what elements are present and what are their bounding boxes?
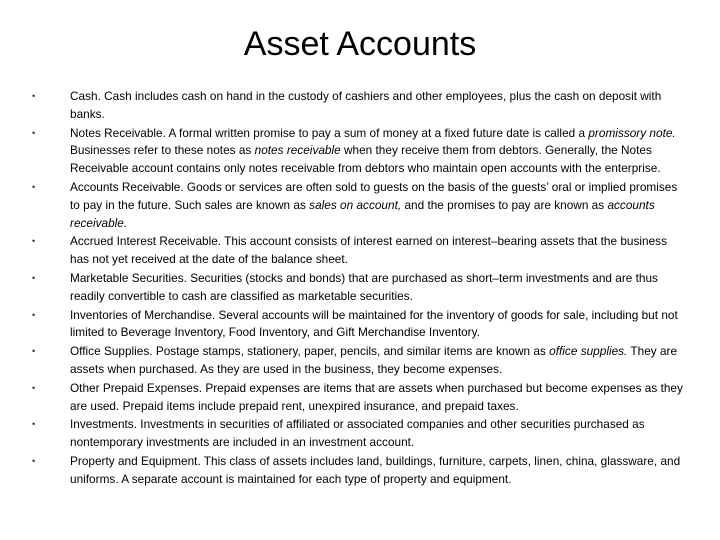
list-item — [32, 179, 688, 232]
item-text: when they receive them from debtors. Generally, the Notes Receivable account contains only notes receivable from debtors who maintain open accounts with the enterprise. — [70, 143, 661, 176]
italic-term: sales on account, — [309, 197, 402, 212]
bullet-icon: • — [32, 181, 36, 192]
bullet-icon: • — [32, 272, 36, 283]
item-text: They are assets when purchased. As they are used in the business, they become expenses. — [70, 344, 678, 376]
bullet-icon: • — [32, 91, 36, 101]
list-item — [32, 233, 688, 269]
item-text: Cash. Cash includes cash on hand in the custody of cashiers and other employees, plus the cash on deposit with banks. — [70, 89, 662, 121]
italic-term: notes receivable — [254, 143, 341, 158]
list-item — [32, 343, 688, 379]
item-text: Accounts Receivable. Goods or services are often sold to guests on the basis of the guests’ oral or implied promises to pay in the future. Such sales are known as — [70, 179, 678, 212]
list-item — [32, 416, 688, 452]
item-text: Notes Receivable. A formal written promise to pay a sum of money at a fixed future date is called a — [70, 125, 589, 140]
item-text: Investments. Investments in securities of affiliated or associated companies and other securities purchased as nontemporary investments are included in an investment account. — [70, 417, 645, 450]
item-text: and the promises to pay are known as — [401, 197, 608, 212]
italic-term: accounts receivable. — [70, 197, 655, 230]
item-text: Marketable Securities. Securities (stocks and bonds) that are purchased as short–term investments and are thus readily convertible to cash are classified as marketable securities. — [70, 270, 658, 303]
bullet-icon: • — [32, 127, 36, 138]
item-text: Inventories of Merchandise. Several accounts will be maintained for the inventory of goods for sale, including but not limited to Beverage Inventory, Food Inventory, and Gift Merchandise Inventory. — [70, 307, 678, 340]
list-item — [32, 380, 688, 416]
list-item — [32, 270, 688, 306]
item-text: Accrued Interest Receivable. This account consists of interest earned on interest–bearing assets that the business has not yet received at the date of the balance sheet. — [70, 234, 667, 267]
italic-term: office supplies. — [549, 344, 628, 359]
bullet-icon: • — [32, 309, 36, 320]
bullet-icon: • — [32, 236, 36, 247]
item-text: Property and Equipment. This class of assets includes land, buildings, furniture, carpets, linen, china, glassware, and uniforms. A separate account is maintained for each type of property and equipment. — [70, 453, 681, 486]
bullet-icon: • — [32, 346, 36, 357]
list-item — [32, 88, 688, 124]
item-text: Businesses refer to these notes as — [70, 143, 255, 158]
list-item — [32, 125, 688, 178]
bullet-icon: • — [32, 455, 36, 466]
list-item — [32, 453, 688, 489]
list-item — [32, 307, 688, 343]
bullet-list — [32, 88, 688, 490]
page-title: Asset Accounts — [243, 25, 477, 63]
bullet-icon: • — [32, 382, 36, 393]
item-text: Office Supplies. Postage stamps, stationery, paper, pencils, and similar items are known as — [70, 344, 550, 359]
bullet-icon: • — [32, 419, 36, 430]
item-text: Other Prepaid Expenses. Prepaid expenses are items that are assets when purchased but become expenses as they are used. Prepaid items include prepaid rent, unexpired insurance, and prepaid taxes. — [70, 380, 683, 413]
italic-term: promissory note. — [588, 125, 676, 140]
